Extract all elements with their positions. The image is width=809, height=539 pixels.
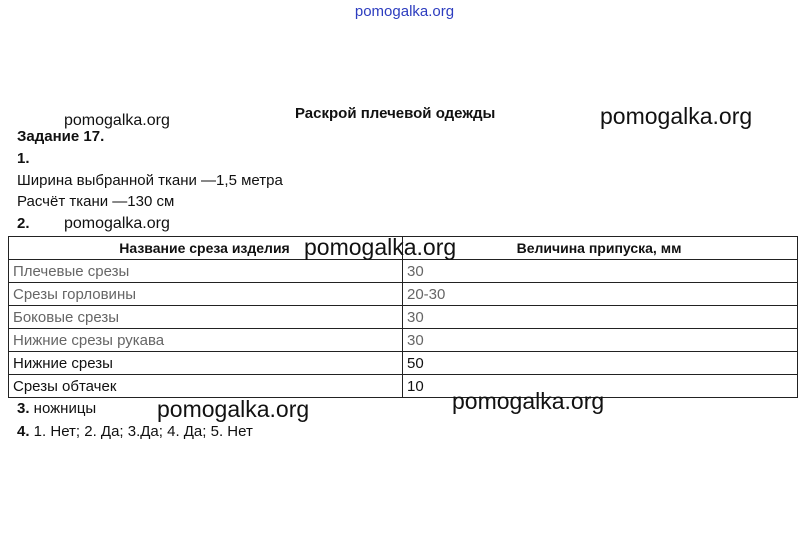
task-heading: Задание 17. (17, 128, 105, 145)
table-cell: 30 (403, 329, 798, 352)
table-cell: 50 (403, 352, 798, 375)
table-cell: 30 (403, 306, 798, 329)
fabric-width-text: Ширина выбранной ткани —1,5 метра (17, 172, 283, 189)
table-cell: Нижние срезы (9, 352, 403, 375)
item-1-number: 1. (17, 150, 30, 167)
table-cell: 10 (403, 375, 798, 398)
table-row (9, 352, 798, 375)
table-header-cell: Название среза изделия (9, 237, 403, 260)
table-row (9, 260, 798, 283)
table-cell: Плечевые срезы (9, 260, 403, 283)
watermark-item2: pomogalka.org (64, 215, 170, 232)
document-title: Раскрой плечевой одежды (295, 105, 496, 122)
table-cell: 20-30 (403, 283, 798, 306)
table-cell: 30 (403, 260, 798, 283)
table-cell: Срезы обтачек (9, 375, 403, 398)
table-row (9, 283, 798, 306)
watermark-left-header: pomogalka.org (64, 112, 170, 129)
table-cell: Нижние срезы рукава (9, 329, 403, 352)
item-4-text: 1. Нет; 2. Да; 3.Да; 4. Да; 5. Нет (29, 423, 253, 440)
watermark-right-header: pomogalka.org (600, 103, 753, 129)
item-4-line (17, 423, 253, 440)
table-cell: Боковые срезы (9, 306, 403, 329)
item-3-number: 3. (17, 400, 30, 417)
table-row (9, 306, 798, 329)
fabric-calc-text: Расчёт ткани —130 см (17, 193, 175, 210)
item-4-number: 4. (17, 423, 30, 440)
watermark-table-header: pomogalka.org (304, 234, 457, 260)
item-2-number: 2. (17, 215, 30, 232)
table-row (9, 375, 798, 398)
watermark-bottom-right: pomogalka.org (452, 388, 605, 414)
item-3-text: ножницы (29, 400, 97, 417)
table-cell: Срезы горловины (9, 283, 403, 306)
top-watermark: pomogalka.org (354, 3, 455, 20)
item-3-line (17, 400, 96, 417)
watermark-bottom-left: pomogalka.org (157, 396, 310, 422)
table-row (9, 329, 798, 352)
table-header-cell: Величина припуска, мм (403, 237, 798, 260)
